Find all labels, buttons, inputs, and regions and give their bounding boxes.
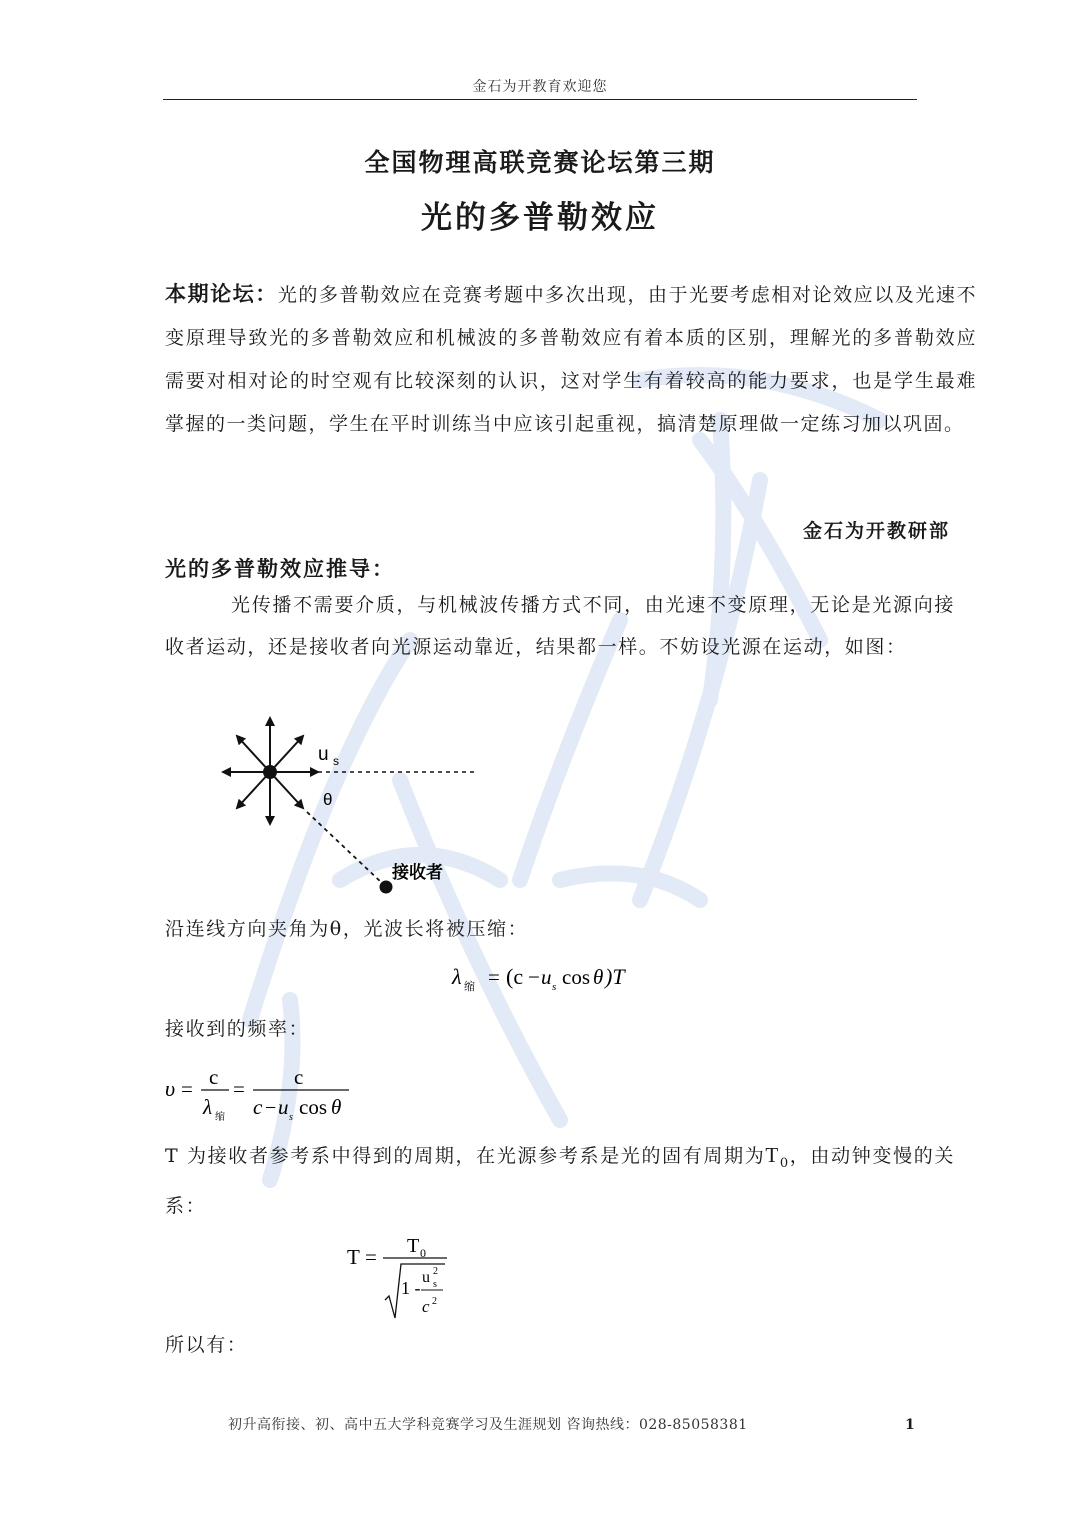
eq2-den2-u: u bbox=[278, 1095, 289, 1119]
paragraph-therefore: 所以有： bbox=[165, 1334, 248, 1356]
eq1-lambda-sub: 缩 bbox=[464, 981, 475, 993]
light-source bbox=[263, 765, 277, 779]
paragraph-frequency: 接收到的频率： bbox=[165, 1018, 310, 1040]
intro-text: 光的多普勒效应在竞赛考题中多次出现，由于光要考虑相对论效应以及光速不变原理导致光的多普勒效应和机械波的多普勒效应有着本质的区别，理解光的多普勒效应需要对相对论的时空观有比较深刻的认识，这对学生有着较高的能力要求，也是学生最难掌握的一类问题，学生在平时训练当中应该引起重视，搞清楚原理做一定练习加以巩固。 bbox=[165, 284, 977, 435]
document-title: 全国物理高联竞赛论坛第三期 bbox=[364, 148, 716, 177]
eq3-equals: = bbox=[365, 1245, 377, 1269]
eq2-equals-2: = bbox=[233, 1077, 245, 1101]
intro-paragraph bbox=[165, 272, 977, 446]
eq2-den2-cos: cos bbox=[299, 1095, 327, 1119]
angle-label: θ bbox=[323, 790, 333, 809]
equation-time-dilation bbox=[345, 1230, 465, 1322]
eq2-nu: υ bbox=[165, 1076, 176, 1101]
header-rule bbox=[163, 99, 917, 100]
doppler-figure bbox=[215, 712, 495, 902]
eq3-c: c bbox=[422, 1297, 430, 1316]
eq2-den2-sub: s bbox=[289, 1112, 293, 1123]
receiver-dot bbox=[380, 881, 393, 894]
eq1-open: (c bbox=[506, 964, 524, 989]
eq2-den1-sub: 缩 bbox=[215, 1112, 225, 1123]
eq3-num-T: T bbox=[407, 1235, 420, 1257]
paragraph-time-dilation bbox=[165, 1134, 955, 1227]
document-subtitle: 光的多普勒效应 bbox=[421, 200, 659, 236]
eq2-den1: λ bbox=[203, 1095, 213, 1119]
page-number: 1 bbox=[905, 1417, 915, 1433]
eq1-minus: − bbox=[528, 965, 540, 989]
equation-wavelength bbox=[448, 958, 638, 998]
receiver-label: 接收者 bbox=[392, 863, 443, 882]
velocity-subscript: s bbox=[333, 754, 339, 768]
page-footer: 初升高衔接、初、高中五大学科竞赛学习及生涯规划 咨询热线：028-85058381 bbox=[228, 1417, 748, 1433]
eq1-close: )T bbox=[605, 964, 625, 989]
eq1-theta: θ bbox=[593, 965, 604, 989]
paragraph-wavelength: 沿连线方向夹角为θ，光波长将被压缩： bbox=[165, 918, 529, 940]
paragraph-light-propagation: 光传播不需要介质，与机械波传播方式不同，由光速不变原理，无论是光源向接收者运动，还是接收者向光源运动靠近，结果都一样。不妨设光源在运动，如图： bbox=[165, 594, 955, 658]
p4-prefix: T 为接收者参考系中得到的周期，在光源参考系是光的固有周期为 bbox=[165, 1145, 766, 1167]
line-of-sight bbox=[307, 812, 383, 884]
eq3-num-sub: 0 bbox=[420, 1246, 426, 1260]
p4-T0: T bbox=[765, 1143, 780, 1167]
eq3-u-sub: s bbox=[433, 1279, 437, 1290]
eq3-c-sup: 2 bbox=[432, 1296, 437, 1307]
p4-T0-sub: 0 bbox=[779, 1155, 790, 1171]
eq1-equals: = bbox=[488, 965, 500, 989]
velocity-label: u bbox=[318, 744, 329, 765]
page-header: 金石为开教育欢迎您 bbox=[472, 79, 608, 95]
equation-frequency bbox=[163, 1060, 363, 1124]
eq2-num2: c bbox=[294, 1065, 304, 1089]
intro-label: 本期论坛： bbox=[165, 281, 278, 306]
eq2-num1: c bbox=[209, 1065, 219, 1089]
p4-suffix: ，由动钟变慢的关系： bbox=[165, 1145, 955, 1217]
eq1-lambda: λ bbox=[452, 964, 462, 989]
eq3-u: u bbox=[422, 1269, 430, 1286]
eq2-den2-minus: − bbox=[265, 1097, 277, 1119]
eq1-cos: cos bbox=[562, 965, 590, 989]
eq3-one-minus: 1 - bbox=[401, 1278, 421, 1298]
section-heading: 光的多普勒效应推导： bbox=[165, 556, 395, 581]
eq1-u-sub: s bbox=[552, 981, 557, 993]
signature: 金石为开教研部 bbox=[802, 520, 950, 542]
eq2-den2-c: c bbox=[253, 1095, 263, 1119]
eq1-u: u bbox=[541, 965, 552, 989]
eq3-u-sup: 2 bbox=[433, 1266, 438, 1277]
eq2-equals-1: = bbox=[181, 1077, 193, 1101]
eq2-den2-theta: θ bbox=[331, 1095, 342, 1119]
eq3-T: T bbox=[347, 1245, 360, 1269]
